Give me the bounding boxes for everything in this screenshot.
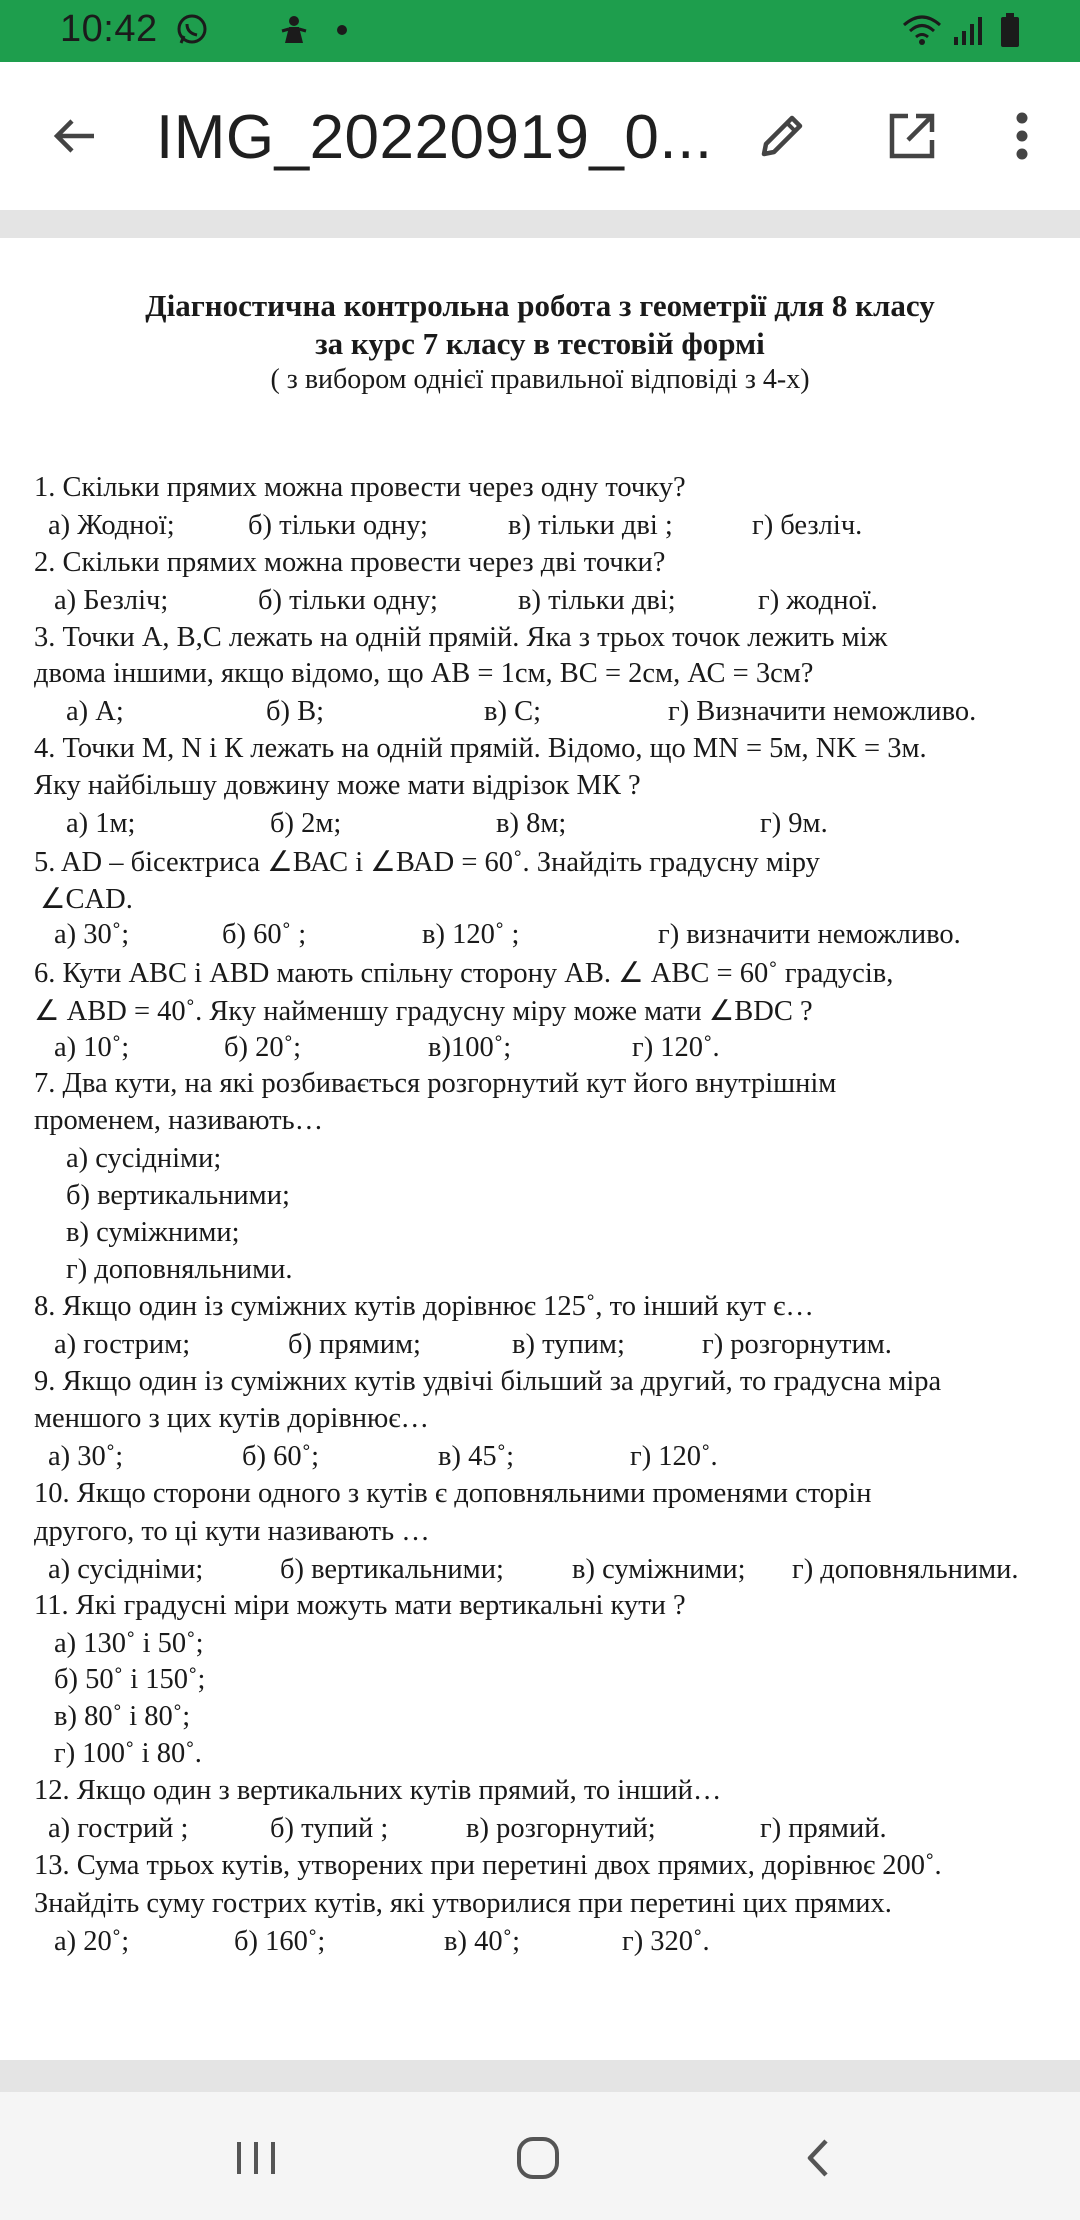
q9-option-a: а) 30˚; [48, 1441, 124, 1472]
q11-option-a: а) 130˚ і 50˚; [54, 1628, 204, 1659]
dot-icon [330, 8, 354, 52]
q6-option-d: г) 120˚. [632, 1032, 720, 1063]
q9-option-b: б) 60˚; [242, 1441, 320, 1472]
q2-option-b: б) тільки одну; [258, 585, 438, 616]
question-9-line-1: 9. Якщо один із суміжних кутів удвічі більший за другий, то градусна міра [34, 1366, 942, 1397]
document-subtitle: за курс 7 класу в тестовій формі [315, 326, 765, 361]
document-title: Діагностична контрольна робота з геометрії для 8 класу [145, 288, 935, 323]
document-instruction: ( з вибором однієї правильної відповіді з 4-х) [270, 364, 810, 395]
recent-apps-icon[interactable] [216, 2128, 296, 2188]
question-9-line-2: меншого з цих кутів дорівнює… [34, 1403, 430, 1434]
question-7-line-1: 7. Два кути, на які розбивається розгорнутий кут його внутрішнім [34, 1068, 837, 1099]
q13-option-c: в) 40˚; [444, 1926, 520, 1957]
q9-option-c: в) 45˚; [438, 1441, 514, 1472]
question-8: 8. Якщо один із суміжних кутів дорівнює 125˚, то інший кут є… [34, 1291, 814, 1322]
back-arrow-icon[interactable] [34, 96, 114, 176]
question-3-line-2: двома іншими, якщо відомо, що АВ = 1см, ВС = 2см, АС = 3см? [34, 658, 814, 689]
q8-option-b: б) прямим; [288, 1329, 421, 1360]
question-3-line-1: 3. Точки А, В,С лежать на одній прямій. Яка з трьох точок лежить між [34, 622, 888, 653]
app-bar [0, 62, 1080, 210]
q13-option-a: а) 20˚; [54, 1926, 130, 1957]
q6-option-b: б) 20˚; [224, 1032, 302, 1063]
q5-option-b: б) 60˚ ; [222, 919, 307, 950]
question-11: 11. Які градусні міри можуть мати вертикальні кути ? [34, 1590, 686, 1621]
q1-option-d: г) безліч. [752, 510, 863, 541]
battery-icon [992, 8, 1028, 52]
q1-option-a: а) Жодної; [48, 510, 175, 541]
wifi-icon [900, 8, 944, 52]
q3-option-d: г) Визначити неможливо. [668, 696, 977, 727]
q8-option-a: а) гострим; [54, 1329, 191, 1360]
question-1: 1. Скільки прямих можна провести через одну точку? [34, 472, 686, 503]
q11-option-b: б) 50˚ і 150˚; [54, 1664, 206, 1695]
status-time: 10:42 [60, 8, 158, 50]
q12-option-c: в) розгорнутий; [466, 1813, 656, 1844]
question-2: 2. Скільки прямих можна провести через дві точки? [34, 547, 666, 578]
q4-option-c: в) 8м; [496, 808, 567, 839]
q9-option-d: г) 120˚. [630, 1441, 718, 1472]
q2-option-c: в) тільки дві; [518, 585, 676, 616]
q8-option-c: в) тупим; [512, 1329, 625, 1360]
q10-option-b: б) вертикальними; [280, 1554, 504, 1585]
question-6-line-2: ∠ АВD = 40˚. Яку найменшу градусну міру може мати ∠ВDС ? [34, 996, 813, 1027]
question-7-line-2: променем, називають… [34, 1105, 324, 1136]
system-nav-bar [0, 2092, 1080, 2220]
q7-option-c: в) суміжними; [66, 1217, 240, 1248]
q2-option-a: а) Безліч; [54, 585, 169, 616]
back-icon[interactable] [778, 2128, 858, 2188]
q11-option-d: г) 100˚ і 80˚. [54, 1738, 202, 1769]
q13-option-b: б) 160˚; [234, 1926, 326, 1957]
status-bar [0, 0, 1080, 62]
q7-option-d: г) доповняльними. [66, 1254, 293, 1285]
question-5-line-2: ∠CAD. [40, 884, 133, 915]
document-page [0, 238, 1080, 2060]
viewer-background [0, 210, 1080, 238]
q7-option-a: а) сусідніми; [66, 1143, 222, 1174]
question-12: 12. Якщо один з вертикальних кутів прямий, то інший… [34, 1775, 722, 1806]
q11-option-c: в) 80˚ і 80˚; [54, 1701, 191, 1732]
file-title: IMG_20220919_0... [156, 103, 713, 172]
q10-option-d: г) доповняльними. [792, 1554, 1019, 1585]
edit-pencil-icon[interactable] [742, 96, 822, 176]
q6-option-c: в)100˚; [428, 1032, 512, 1063]
open-external-icon[interactable] [872, 96, 952, 176]
q4-option-d: г) 9м. [760, 808, 828, 839]
question-10-line-1: 10. Якщо сторони одного з кутів є доповняльними променями сторін [34, 1478, 872, 1509]
q12-option-d: г) прямий. [760, 1813, 887, 1844]
q3-option-a: а) А; [66, 696, 124, 727]
q12-option-a: а) гострий ; [48, 1813, 189, 1844]
more-vert-icon[interactable] [982, 96, 1062, 176]
q5-option-d: г) визначити неможливо. [658, 919, 961, 950]
q3-option-c: в) С; [484, 696, 541, 727]
question-13-line-2: Знайдіть суму гострих кутів, які утворилися при перетині цих прямих. [34, 1888, 892, 1919]
q7-option-b: б) вертикальними; [66, 1180, 290, 1211]
q5-option-a: а) 30˚; [54, 919, 130, 950]
question-5-line-1: 5. AD – бісектриса ∠ВАС і ∠ВАD = 60˚. Знайдіть градусну міру [34, 847, 820, 878]
whatsapp-icon [170, 8, 214, 52]
viewer-background-bottom [0, 2060, 1080, 2092]
q6-option-a: а) 10˚; [54, 1032, 130, 1063]
q13-option-d: г) 320˚. [622, 1926, 710, 1957]
q10-option-c: в) суміжними; [572, 1554, 746, 1585]
q8-option-d: г) розгорнутим. [702, 1329, 892, 1360]
q2-option-d: г) жодної. [758, 585, 878, 616]
question-6-line-1: 6. Кути АВС і АВD мають спільну сторону АВ. ∠ АВС = 60˚ градусів, [34, 958, 894, 989]
q4-option-b: б) 2м; [270, 808, 342, 839]
question-4-line-2: Яку найбільшу довжину може мати відрізок МК ? [34, 770, 641, 801]
q1-option-b: б) тільки одну; [248, 510, 428, 541]
question-10-line-2: другого, то ці кути називають … [34, 1516, 430, 1547]
q5-option-c: в) 120˚ ; [422, 919, 520, 950]
question-4-line-1: 4. Точки М, N і К лежать на одній прямій. Відомо, що MN = 5м, NK = 3м. [34, 733, 927, 764]
q1-option-c: в) тільки дві ; [508, 510, 673, 541]
notification-icon [272, 8, 316, 52]
q3-option-b: б) В; [266, 696, 325, 727]
question-13-line-1: 13. Сума трьох кутів, утворених при перетині двох прямих, дорівнює 200˚. [34, 1850, 942, 1881]
q4-option-a: а) 1м; [66, 808, 136, 839]
q10-option-a: а) сусідніми; [48, 1554, 204, 1585]
home-icon[interactable] [498, 2128, 578, 2188]
q12-option-b: б) тупий ; [270, 1813, 389, 1844]
signal-icon [950, 8, 986, 52]
